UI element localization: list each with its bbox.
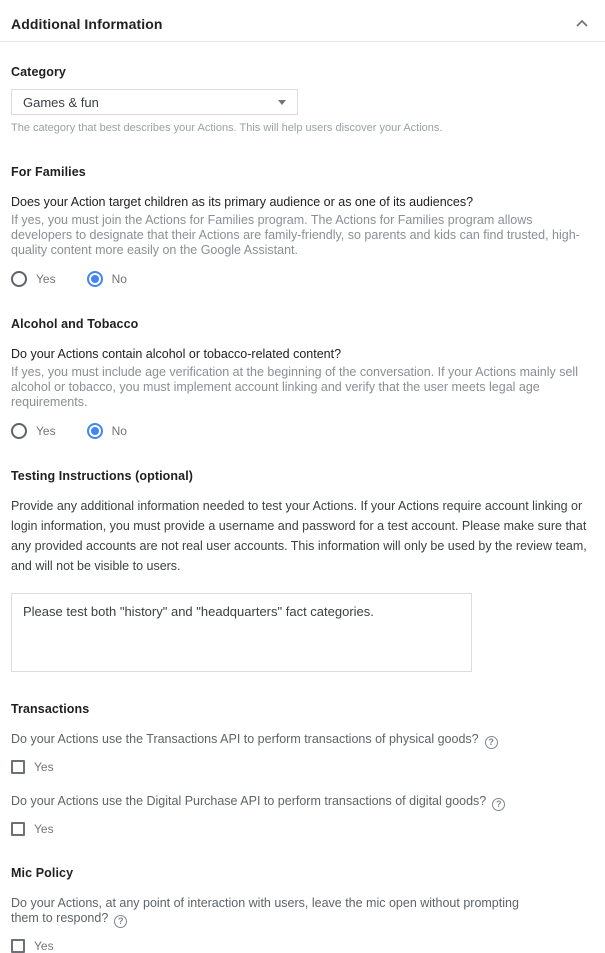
testing-instructions-section <box>11 469 594 672</box>
radio-icon <box>11 423 27 439</box>
alcohol-tobacco-question: Do your Actions contain alcohol or tobacco-related content? <box>11 347 342 361</box>
transactions-heading: Transactions <box>11 702 90 716</box>
checkbox-label: Yes <box>34 760 54 774</box>
checkbox-label: Yes <box>34 939 54 953</box>
mic-policy-section <box>11 866 594 953</box>
transactions-question-physical <box>11 732 594 749</box>
radio-icon <box>87 271 103 287</box>
alcohol-tobacco-helper: If yes, you must include age verification at the beginning of the conversation. If your Actions mainly sell alcohol or tobacco, you must implement account linking and verify that the user meets legal age requirements. <box>11 365 578 409</box>
checkbox-icon <box>11 822 25 836</box>
testing-instructions-heading: Testing Instructions (optional) <box>11 469 194 483</box>
radio-icon <box>87 423 103 439</box>
checkbox-icon <box>11 939 25 953</box>
question-text: Do your Actions, at any point of interaction with users, leave the mic open without prompting them to respond? <box>11 896 519 925</box>
question-text: Do your Actions use the Digital Purchase API to perform transactions of digital goods? <box>11 794 487 808</box>
radio-label: Yes <box>36 424 56 438</box>
for-families-helper: If yes, you must join the Actions for Families program. The Actions for Families program allows developers to designate that their Actions are family-friendly, so parents and kids can find trusted, high-quality content more easily on the Google Assistant. <box>11 213 580 257</box>
mic-policy-checkbox[interactable] <box>11 939 594 953</box>
for-families-radio-yes[interactable] <box>11 271 56 287</box>
transactions-digital-checkbox[interactable] <box>11 822 594 836</box>
panel-title: Additional Information <box>11 15 163 32</box>
category-selected-value: Games & fun <box>23 94 99 110</box>
alcohol-tobacco-radio-yes[interactable] <box>11 423 56 439</box>
collapse-section-button[interactable] <box>573 14 591 33</box>
panel-content <box>0 65 605 953</box>
for-families-question: Does your Action target children as its primary audience or as one of its audiences? <box>11 195 474 209</box>
radio-label: No <box>111 424 127 438</box>
for-families-heading: For Families <box>11 165 86 179</box>
chevron-up-icon <box>575 16 589 31</box>
alcohol-tobacco-radio-no[interactable] <box>87 423 127 439</box>
transactions-question-digital <box>11 794 594 811</box>
transactions-physical-checkbox[interactable] <box>11 760 594 774</box>
for-families-section <box>11 165 594 287</box>
for-families-radio-group <box>11 271 594 287</box>
radio-icon <box>11 271 27 287</box>
help-icon[interactable]: ? <box>485 736 498 749</box>
category-label: Category <box>11 65 66 79</box>
category-helper-text: The category that best describes your Actions. This will help users discover your Actions. <box>11 122 443 134</box>
alcohol-tobacco-radio-group <box>11 423 594 439</box>
mic-policy-question <box>11 896 531 928</box>
checkbox-icon <box>11 760 25 774</box>
category-select[interactable] <box>11 89 298 115</box>
alcohol-tobacco-section <box>11 317 594 439</box>
help-icon[interactable]: ? <box>114 915 127 928</box>
panel-header <box>0 0 605 42</box>
for-families-radio-no[interactable] <box>87 271 127 287</box>
alcohol-tobacco-heading: Alcohol and Tobacco <box>11 317 139 331</box>
testing-instructions-helper: Provide any additional information needed to test your Actions. If your Actions require account linking or login information, you must provide a username and password for a test account. Please make sure that any provided accounts are not real user accounts. This information will only be used by the review team, and will not be visible to users. <box>11 499 587 573</box>
transactions-section <box>11 702 594 836</box>
radio-label: Yes <box>36 272 56 286</box>
mic-policy-heading: Mic Policy <box>11 866 74 880</box>
radio-label: No <box>111 272 127 286</box>
checkbox-label: Yes <box>34 822 54 836</box>
help-icon[interactable]: ? <box>492 798 505 811</box>
testing-instructions-textarea[interactable] <box>11 593 472 672</box>
dropdown-arrow-icon <box>278 100 286 105</box>
question-text: Do your Actions use the Transactions API to perform transactions of physical goods? <box>11 732 479 746</box>
